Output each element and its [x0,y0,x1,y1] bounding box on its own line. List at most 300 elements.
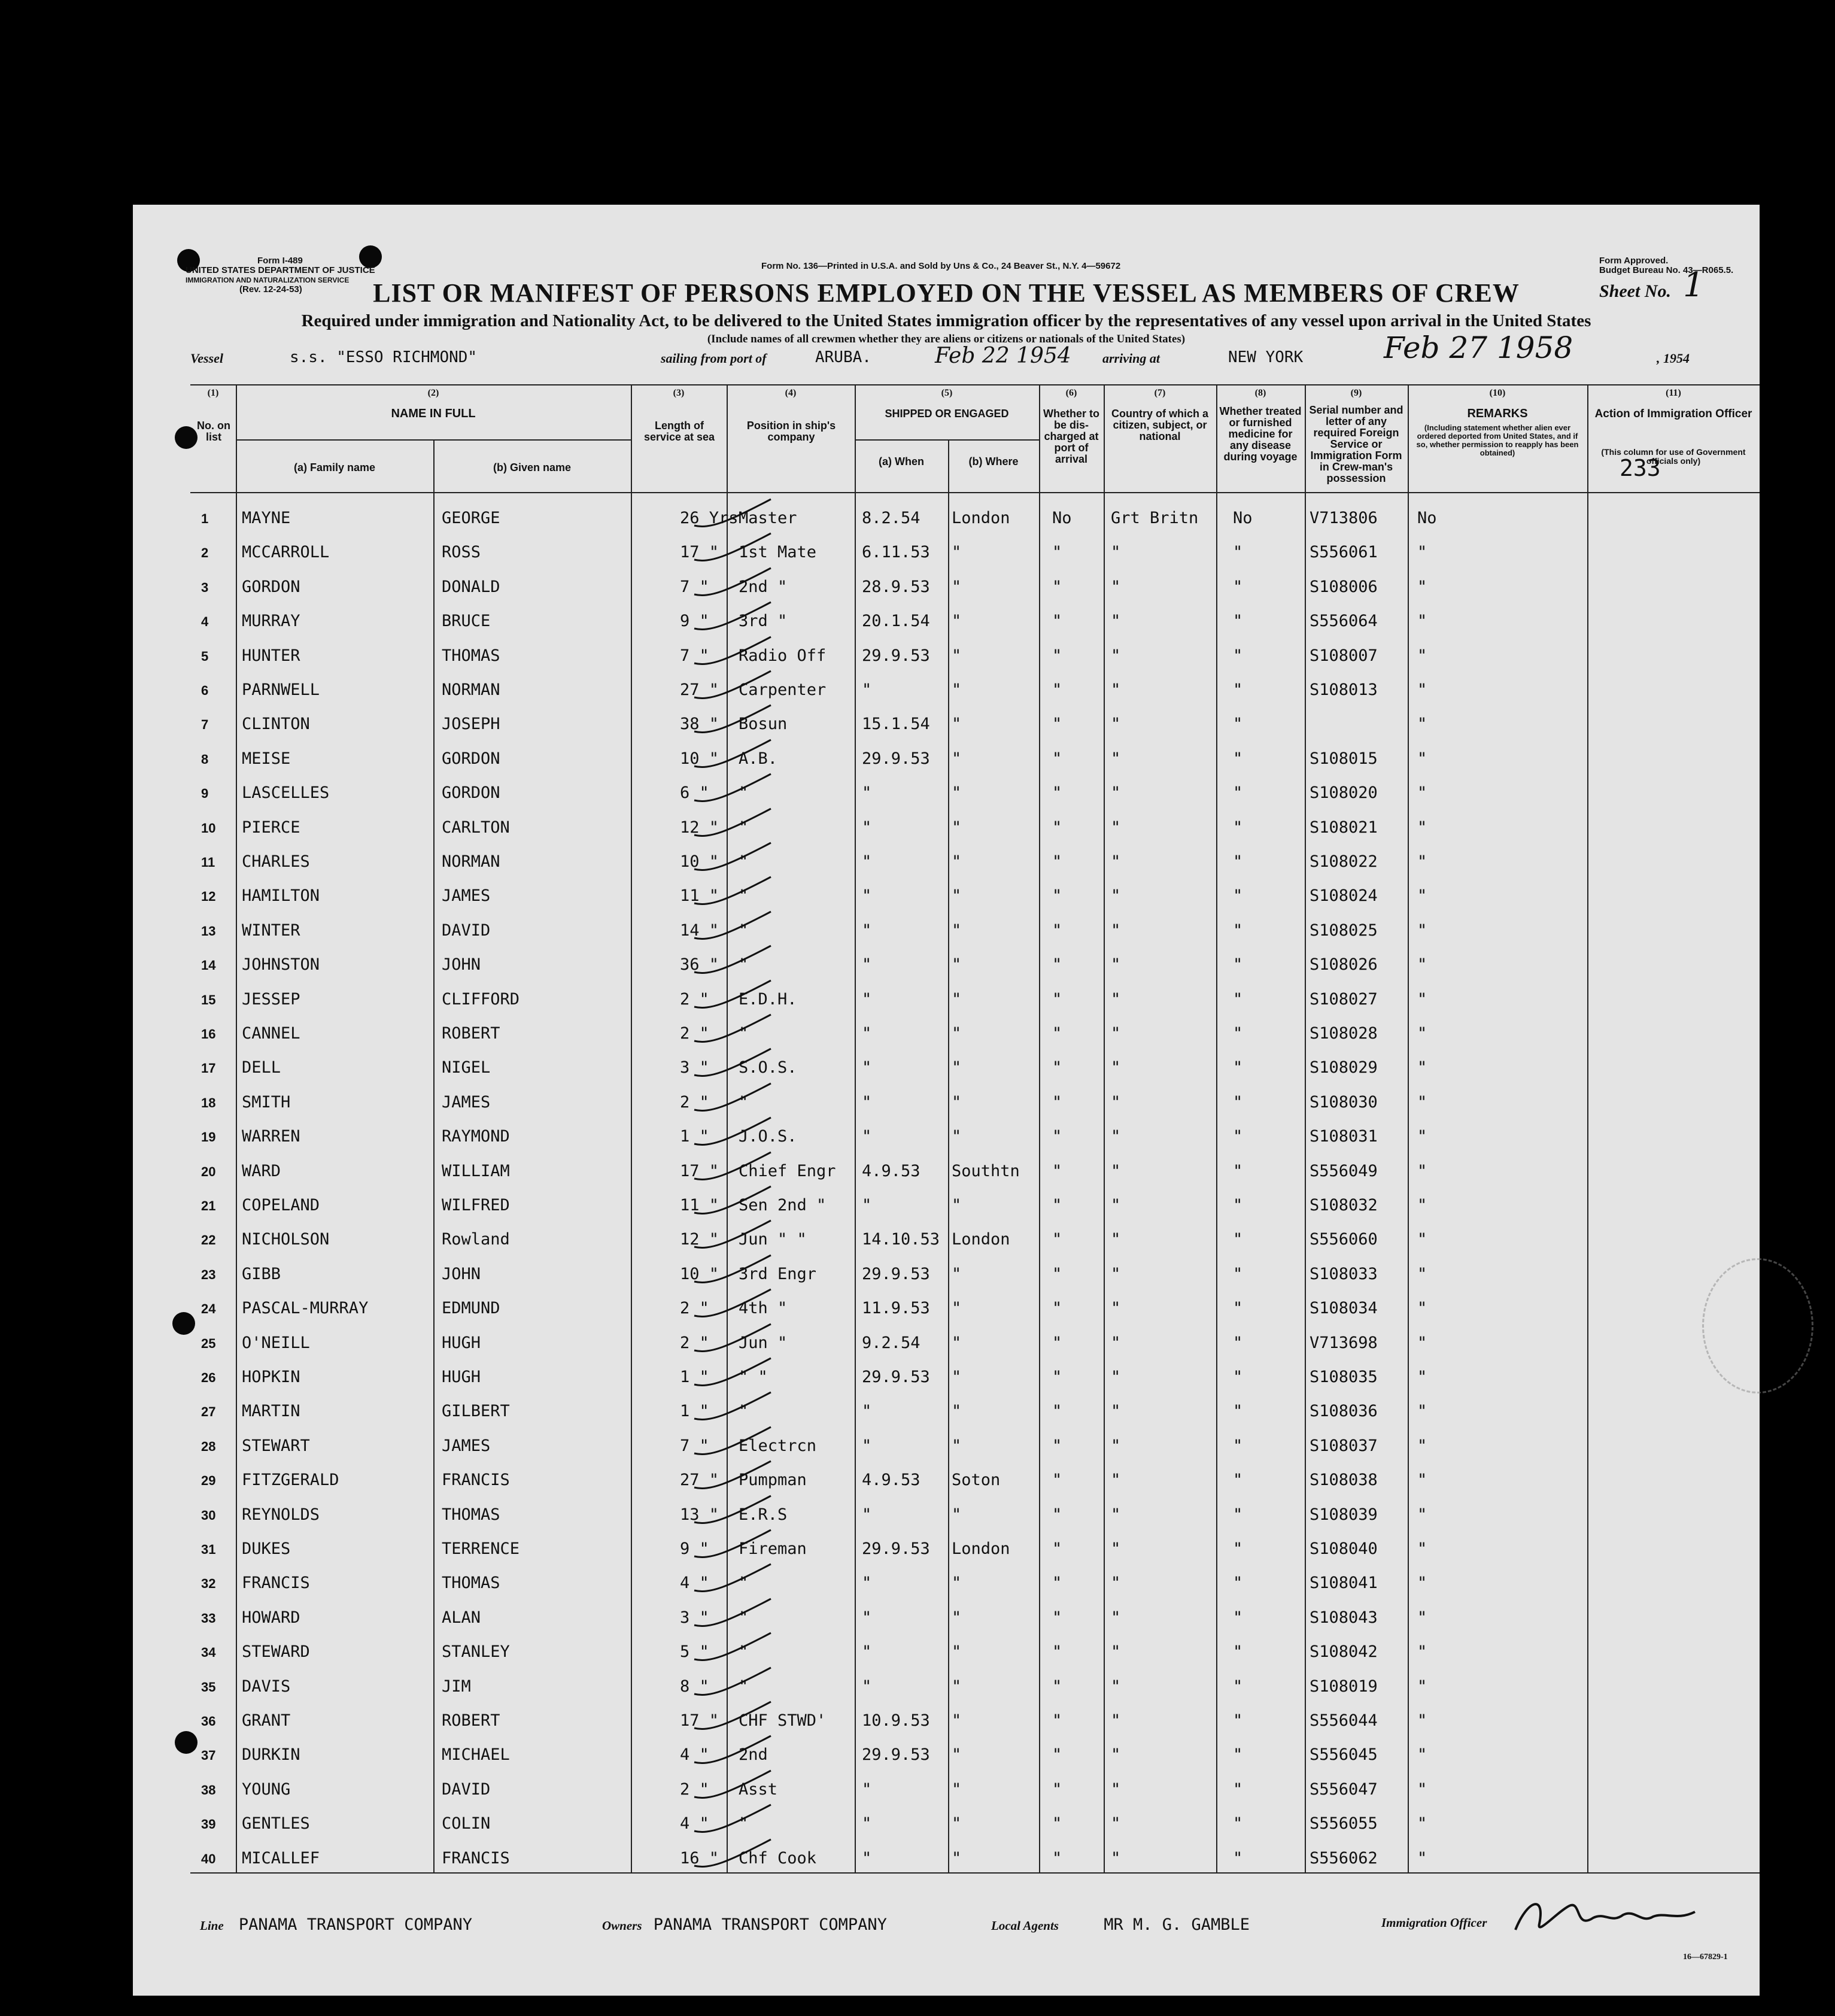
cell-shipped-where: " [952,715,962,734]
cell-remarks: " [1417,1264,1427,1283]
cell-shipped-when: " [862,1058,872,1077]
cell-country: " [1111,1402,1121,1421]
crew-row [190,776,1760,811]
cell-given-name: JAMES [442,1436,491,1455]
cell-discharge: " [1052,852,1062,871]
crew-row [190,1155,1760,1189]
cell-remarks: " [1417,989,1427,1009]
cell-position: CHF STWD' [739,1711,827,1730]
cell-country: " [1111,543,1121,562]
cell-given-name: THOMAS [442,1574,500,1593]
cell-row-number: 22 [201,1232,216,1248]
crew-row [190,948,1760,983]
cell-given-name: NORMAN [442,852,500,871]
cell-position: " [739,1814,749,1833]
cell-remarks: " [1417,1848,1427,1868]
cell-shipped-when: " [862,1814,872,1833]
cell-shipped-when: 10.9.53 [862,1711,930,1730]
cell-row-number: 30 [201,1507,216,1523]
cell-discharge: " [1052,646,1062,665]
cell-family-name: CANNEL [242,1024,300,1043]
cell-remarks: " [1417,1368,1427,1386]
crew-row [190,708,1760,742]
cell-serial-number: S108037 [1310,1436,1378,1455]
cell-remarks: " [1417,1196,1427,1215]
cell-serial-number: S108035 [1310,1368,1378,1386]
cell-given-name: JIM [442,1677,471,1696]
cell-shipped-when: " [862,1436,872,1455]
cell-treated: " [1233,1058,1243,1077]
cell-position: J.O.S. [739,1127,797,1146]
cell-discharge: " [1052,715,1062,734]
cell-remarks: " [1417,1402,1427,1421]
cell-treated: " [1233,1745,1243,1765]
cell-treated: " [1233,1092,1243,1112]
header-treated: Whether treated or furnished medicine for any disease during voyage [1219,405,1302,463]
cell-length-of-service: 2 " [680,1333,709,1352]
cell-family-name: PIERCE [242,818,300,837]
cell-length-of-service: 9 " [680,1540,709,1558]
cell-discharge: " [1052,543,1062,562]
crew-row [190,605,1760,639]
header-family-name: (a) Family name [293,462,376,473]
cell-row-number: 26 [201,1370,216,1385]
cell-length-of-service: 2 " [680,1299,709,1318]
footer-officer [1381,1915,1487,1930]
cell-shipped-where: " [952,1745,962,1765]
cell-discharge: " [1052,1402,1062,1421]
header-serial: Serial number and letter of any required Foreign Service or Immigration Form in Crew-man's possession [1309,404,1403,484]
form-code: 16—67829-1 [1683,1953,1728,1962]
cell-serial-number: S108015 [1310,749,1378,768]
cell-country: " [1111,1333,1121,1352]
cell-treated: " [1233,749,1243,768]
port-to: NEW YORK [1228,348,1304,366]
cell-position: Jun " [739,1333,788,1352]
cell-serial-number: V713806 [1310,509,1378,527]
cell-discharge: " [1052,1745,1062,1765]
cell-serial-number: S108028 [1310,1024,1378,1043]
cell-row-number: 29 [201,1473,216,1489]
cell-treated: " [1233,921,1243,940]
cell-country: " [1111,1711,1121,1730]
colnum-11: (11) [1666,388,1681,398]
crew-table [190,384,1760,1872]
cell-length-of-service: 4 " [680,1574,709,1593]
cell-discharge: " [1052,1264,1062,1283]
cell-family-name: DURKIN [242,1745,300,1765]
cell-country: " [1111,1024,1121,1043]
cell-given-name: WILFRED [442,1196,510,1215]
crew-row [190,1566,1760,1601]
crew-row [190,742,1760,777]
crew-row [190,1051,1760,1086]
cell-remarks: " [1417,1127,1427,1146]
cell-row-number: 8 [201,751,209,767]
crew-row [190,1498,1760,1533]
crew-row [190,1670,1760,1705]
approval-block [1599,256,1733,275]
cell-shipped-where: Southtn [952,1161,1020,1180]
cell-serial-number: S108032 [1310,1196,1378,1215]
cell-position: " [739,1608,749,1627]
cell-row-number: 13 [201,923,216,939]
cell-row-number: 38 [201,1782,216,1798]
cell-family-name: COPELAND [242,1196,320,1215]
cell-remarks: " [1417,1677,1427,1696]
crew-row [190,1189,1760,1223]
cell-discharge: " [1052,1574,1062,1593]
cell-discharge: " [1052,1814,1062,1833]
cell-family-name: WARREN [242,1127,300,1146]
cell-row-number: 5 [201,648,209,664]
cell-serial-number: S108025 [1310,921,1378,940]
cell-treated: " [1233,1402,1243,1421]
line-value: PANAMA TRANSPORT COMPANY [238,1915,473,1934]
cell-discharge: " [1052,955,1062,974]
header-when: (a) When [879,456,924,467]
cell-shipped-when: " [862,1505,872,1524]
cell-given-name: NIGEL [442,1058,491,1077]
cell-row-number: 6 [201,683,209,698]
cell-shipped-where: " [952,1092,962,1112]
cell-length-of-service: 13 " [680,1505,719,1524]
cell-country: " [1111,1436,1121,1455]
cell-length-of-service: 26 Yrs [680,509,739,527]
port-from: ARUBA. [815,348,871,366]
cell-serial-number: S556047 [1310,1780,1378,1799]
cell-shipped-where: " [952,1058,962,1077]
cell-country: " [1111,1814,1121,1833]
cell-shipped-where: " [952,1402,962,1421]
cell-length-of-service: 38 " [680,715,719,734]
cell-shipped-where: " [952,1711,962,1730]
cell-position: " [739,1574,749,1593]
cell-row-number: 24 [201,1301,216,1317]
cell-country: " [1111,646,1121,665]
circular-stamp [1702,1258,1813,1393]
crew-row [190,811,1760,846]
cell-shipped-where: Soton [952,1471,1001,1490]
cell-given-name: CLIFFORD [442,989,520,1009]
cell-remarks: " [1417,1608,1427,1627]
cell-treated: " [1233,1127,1243,1146]
cell-length-of-service: 17 " [680,543,719,562]
cell-position: 2nd [739,1745,768,1765]
cell-serial-number: S108030 [1310,1092,1378,1112]
cell-family-name: DELL [242,1058,281,1077]
cell-length-of-service: 17 " [680,1161,719,1180]
cell-shipped-where: " [952,886,962,906]
header-length-service: Length of service at sea [643,420,715,443]
cell-country: " [1111,886,1121,906]
cell-family-name: MARTIN [242,1402,300,1421]
revision-date: (Rev. 12-24-53) [239,284,302,294]
cell-row-number: 27 [201,1404,216,1420]
cell-shipped-when: " [862,1574,872,1593]
cell-shipped-where: London [952,1540,1010,1558]
cell-country: " [1111,1196,1121,1215]
cell-serial-number: S108034 [1310,1299,1378,1318]
cell-row-number: 11 [201,855,215,870]
cell-position: Chief Engr [739,1161,836,1180]
cell-serial-number: S108022 [1310,852,1378,871]
crew-row [190,639,1760,674]
cell-remarks: " [1417,955,1427,974]
cell-position: A.B. [739,749,778,768]
cell-given-name: HUGH [442,1368,481,1386]
crew-row [190,1738,1760,1773]
cell-shipped-where: " [952,1642,962,1662]
cell-treated: " [1233,1024,1243,1043]
cell-given-name: CARLTON [442,818,510,837]
cell-given-name: JAMES [442,886,491,906]
cell-family-name: CHARLES [242,852,310,871]
cell-treated: " [1233,1642,1243,1662]
cell-shipped-when: " [862,989,872,1009]
cell-country: " [1111,1848,1121,1868]
cell-position: 1st Mate [739,543,817,562]
cell-remarks: " [1417,1092,1427,1112]
form-approved: Form Approved. [1599,256,1669,266]
cell-discharge: " [1052,1677,1062,1696]
arriving-label: arriving at [1102,351,1160,366]
cell-row-number: 7 [201,717,209,733]
cell-serial-number: S556062 [1310,1848,1378,1868]
cell-discharge: " [1052,1471,1062,1490]
cell-given-name: TERRENCE [442,1540,520,1558]
cell-position: Jun " " [739,1230,807,1249]
colnum-7: (7) [1154,388,1166,398]
cell-position: Pumpman [739,1471,807,1490]
cell-serial-number: V713698 [1310,1333,1378,1352]
cell-serial-number: S556049 [1310,1161,1378,1180]
cell-shipped-where: " [952,1127,962,1146]
crew-row [190,1395,1760,1429]
cell-length-of-service: 3 " [680,1608,709,1627]
cell-length-of-service: 7 " [680,577,709,596]
cell-length-of-service: 10 " [680,852,719,871]
cell-length-of-service: 7 " [680,1436,709,1455]
cell-shipped-when: 29.9.53 [862,749,930,768]
cell-country: " [1111,921,1121,940]
cell-serial-number: S556045 [1310,1745,1378,1765]
cell-length-of-service: 9 " [680,612,709,631]
cell-length-of-service: 12 " [680,818,719,837]
cell-treated: " [1233,1264,1243,1283]
cell-country: " [1111,1505,1121,1524]
header-remarks-note: (Including statement whether alien ever ordered deported from United States, and if so, whether permission to reapply has been obtained) [1416,423,1579,457]
cell-length-of-service: 10 " [680,749,719,768]
cell-serial-number: S108043 [1310,1608,1378,1627]
cell-country: Grt Britn [1111,509,1199,527]
crew-row [190,1773,1760,1808]
cell-shipped-when: 6.11.53 [862,543,930,562]
cell-row-number: 20 [201,1164,216,1179]
cell-family-name: GORDON [242,577,300,596]
cell-given-name: MICHAEL [442,1745,510,1765]
cell-length-of-service: 16 " [680,1848,719,1868]
cell-remarks: " [1417,818,1427,837]
cell-shipped-where: " [952,1436,962,1455]
crew-row [190,502,1760,536]
cell-given-name: THOMAS [442,646,500,665]
cell-remarks: " [1417,543,1427,562]
cell-shipped-where: London [952,1230,1010,1249]
cell-country: " [1111,681,1121,699]
header-where: (b) Where [968,456,1019,467]
cell-family-name: PARNWELL [242,681,320,699]
crew-row [190,1361,1760,1395]
colnum-9: (9) [1350,388,1362,398]
cell-family-name: STEWARD [242,1642,310,1662]
cell-serial-number: S556044 [1310,1711,1378,1730]
cell-country: " [1111,1299,1121,1318]
cell-discharge: " [1052,1161,1062,1180]
cell-length-of-service: 1 " [680,1127,709,1146]
crew-row [190,570,1760,605]
rule-shipped-split [855,439,1039,441]
cell-treated: " [1233,646,1243,665]
cell-serial-number: S108039 [1310,1505,1378,1524]
cell-remarks: " [1417,1711,1427,1730]
cell-family-name: WARD [242,1161,281,1180]
header-no-on-list: No. on list [197,420,230,443]
cell-treated: " [1233,1471,1243,1490]
cell-length-of-service: 11 " [680,886,719,906]
cell-shipped-where: " [952,1196,962,1215]
officer-signature [1503,1888,1707,1942]
cell-treated: " [1233,715,1243,734]
cell-shipped-where: " [952,1299,962,1318]
cell-shipped-where: " [952,921,962,940]
cell-shipped-when: 15.1.54 [862,715,930,734]
service-name: IMMIGRATION AND NATURALIZATION SERVICE [186,276,350,284]
cell-country: " [1111,1127,1121,1146]
cell-serial-number: S108006 [1310,577,1378,596]
cell-country: " [1111,577,1121,596]
cell-shipped-where: " [952,1024,962,1043]
cell-family-name: HOWARD [242,1608,300,1627]
cell-family-name: PASCAL-MURRAY [242,1299,369,1318]
cell-row-number: 31 [201,1542,216,1557]
cell-position: " [739,886,749,906]
crew-row [190,1017,1760,1052]
colnum-3: (3) [673,388,685,398]
cell-shipped-where: " [952,784,962,803]
cell-family-name: SMITH [242,1092,291,1112]
cell-shipped-where: " [952,749,962,768]
cell-given-name: NORMAN [442,681,500,699]
cell-position: Fireman [739,1540,807,1558]
cell-length-of-service: 2 " [680,1780,709,1799]
cell-family-name: MICALLEF [242,1848,320,1868]
cell-given-name: WILLIAM [442,1161,510,1180]
cell-shipped-when: 29.9.53 [862,1264,930,1283]
cell-shipped-when: " [862,921,872,940]
cell-remarks: " [1417,612,1427,631]
cell-remarks: No [1417,509,1437,527]
cell-position: S.O.S. [739,1058,797,1077]
cell-row-number: 3 [201,579,209,595]
cell-country: " [1111,852,1121,871]
cell-length-of-service: 6 " [680,784,709,803]
cell-discharge: " [1052,1642,1062,1662]
agents-value: MR M. G. GAMBLE [1104,1915,1250,1934]
cell-row-number: 9 [201,786,209,801]
cell-shipped-where: " [952,1780,962,1799]
sailing-date-handwritten: Feb 22 1954 [935,344,1071,368]
cell-treated: " [1233,784,1243,803]
cell-row-number: 39 [201,1817,216,1832]
cell-discharge: " [1052,784,1062,803]
cell-country: " [1111,818,1121,837]
cell-length-of-service: 27 " [680,1471,719,1490]
cell-remarks: " [1417,921,1427,940]
cell-discharge: " [1052,989,1062,1009]
cell-serial-number: S108020 [1310,784,1378,803]
cell-length-of-service: 8 " [680,1677,709,1696]
cell-row-number: 28 [201,1438,216,1454]
cell-discharge: " [1052,1505,1062,1524]
crew-row [190,914,1760,949]
cell-serial-number: S556060 [1310,1230,1378,1249]
officer-label: Immigration Officer [1381,1915,1487,1930]
cell-remarks: " [1417,1230,1427,1249]
cell-discharge: " [1052,1230,1062,1249]
cell-shipped-when: " [862,955,872,974]
cell-shipped-when: " [862,1196,872,1215]
cell-discharge: No [1052,509,1072,527]
cell-length-of-service: 17 " [680,1711,719,1730]
colnum-6: (6) [1065,388,1077,398]
cell-row-number: 17 [201,1061,216,1076]
cell-shipped-where: " [952,1848,962,1868]
cell-discharge: " [1052,921,1062,940]
cell-shipped-when: " [862,1402,872,1421]
cell-serial-number: S556064 [1310,612,1378,631]
cell-country: " [1111,955,1121,974]
cell-given-name: FRANCIS [442,1848,510,1868]
cell-family-name: NICHOLSON [242,1230,330,1249]
cell-remarks: " [1417,1745,1427,1765]
cell-shipped-when: " [862,1608,872,1627]
cell-length-of-service: 10 " [680,1264,719,1283]
cell-serial-number: S108031 [1310,1127,1378,1146]
cell-discharge: " [1052,1848,1062,1868]
cell-remarks: " [1417,1505,1427,1524]
cell-discharge: " [1052,577,1062,596]
cell-country: " [1111,1161,1121,1180]
cell-serial-number: S108038 [1310,1471,1378,1490]
cell-discharge: " [1052,749,1062,768]
cell-country: " [1111,1264,1121,1283]
cell-position: Carpenter [739,681,827,699]
cell-shipped-when: 8.2.54 [862,509,920,527]
cell-family-name: MURRAY [242,612,300,631]
cell-shipped-where: " [952,1333,962,1352]
cell-country: " [1111,1368,1121,1386]
cell-shipped-where: " [952,612,962,631]
header-discharged: Whether to be dis-charged at port of arrival [1043,408,1099,465]
cell-family-name: GRANT [242,1711,291,1730]
cell-country: " [1111,1230,1121,1249]
cell-country: " [1111,1745,1121,1765]
cell-country: " [1111,1642,1121,1662]
cell-family-name: CLINTON [242,715,310,734]
header-given-name: (b) Given name [493,462,572,473]
manifest-sheet [133,205,1760,1996]
